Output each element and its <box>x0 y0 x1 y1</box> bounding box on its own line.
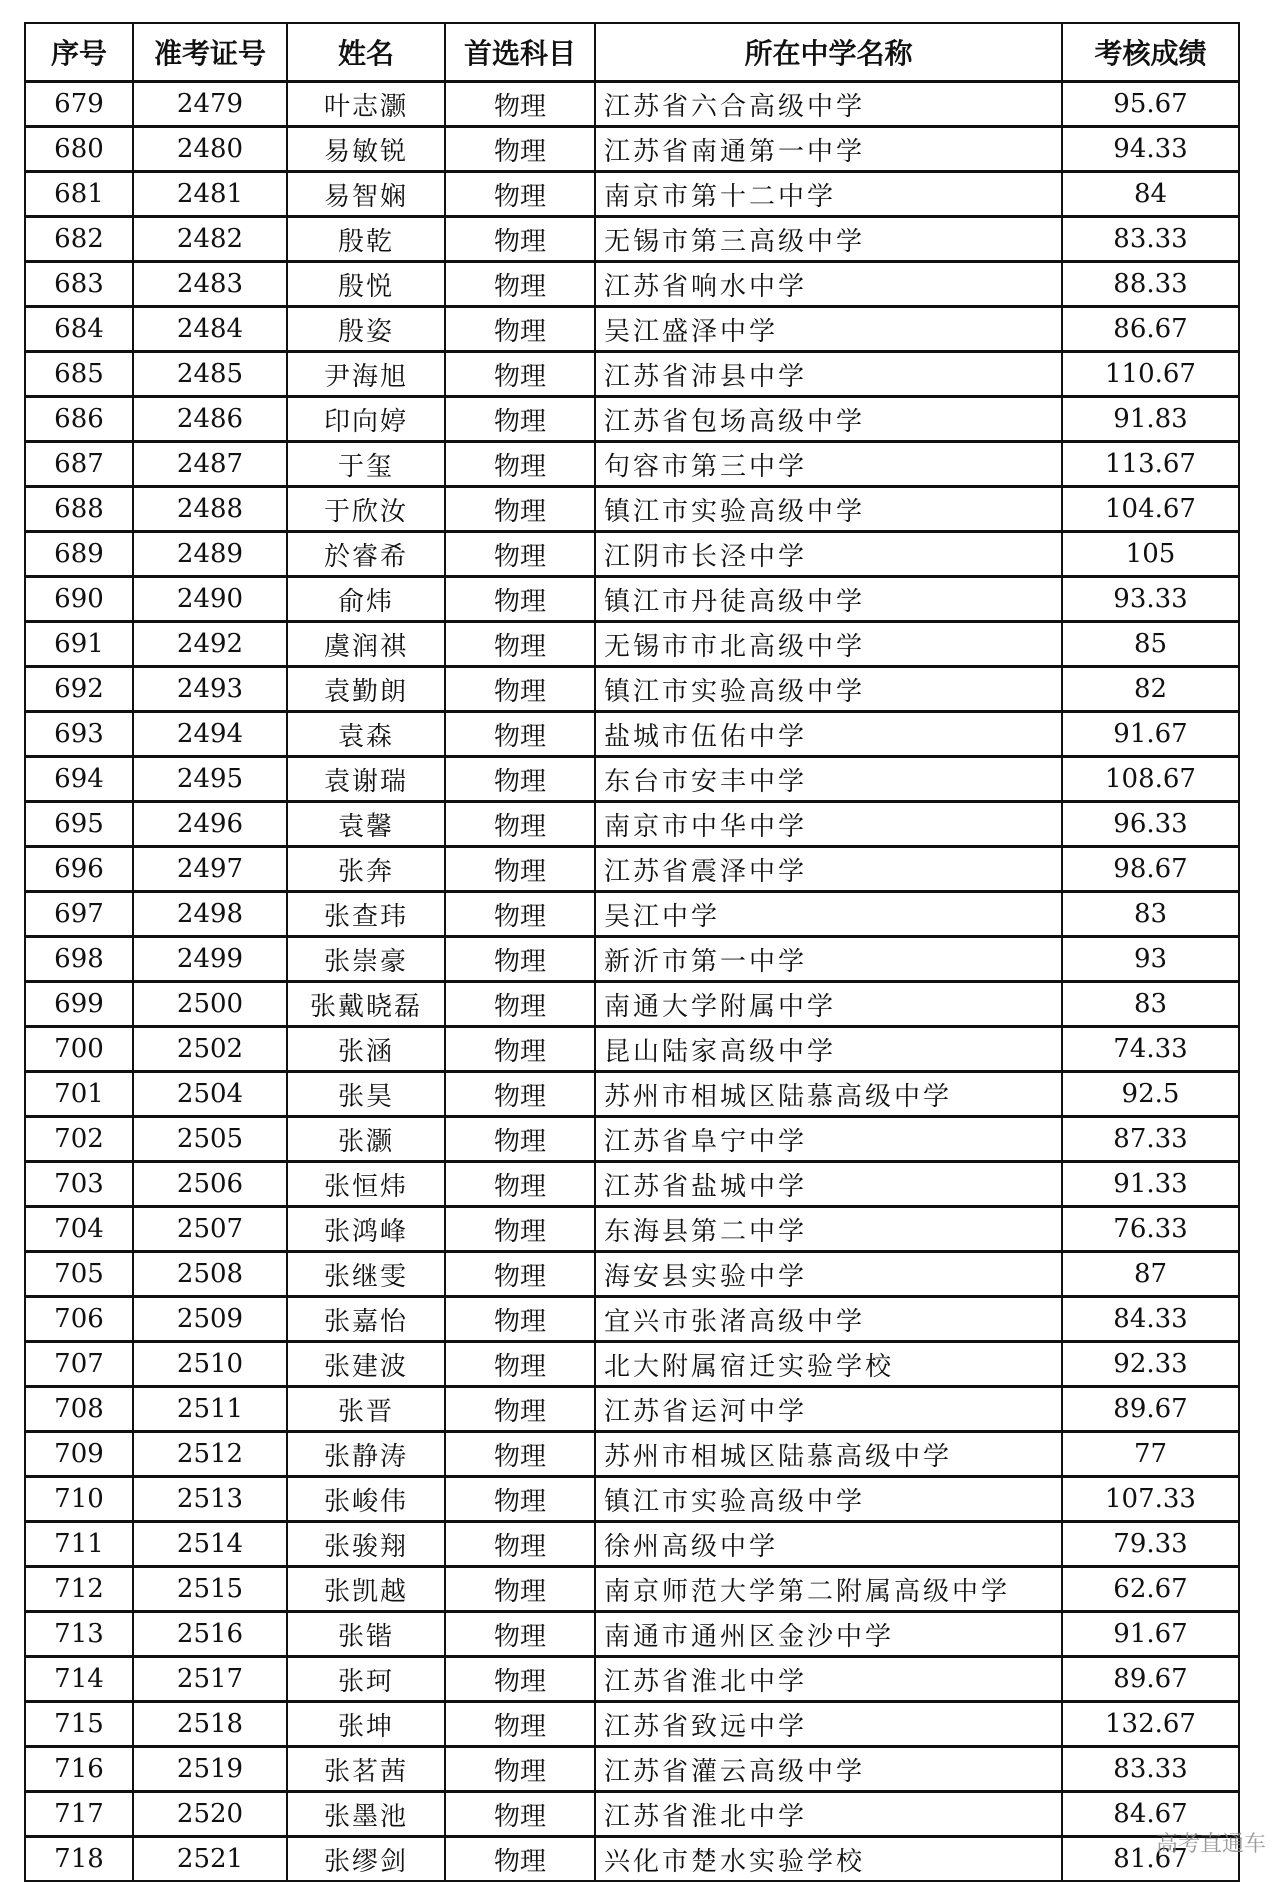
school-cell: 南京市中华中学 <box>595 802 1062 847</box>
school-cell: 东海县第二中学 <box>595 1207 1062 1252</box>
seq-cell: 687 <box>25 442 133 487</box>
results-table <box>24 22 1240 1882</box>
school-cell: 宜兴市张渚高级中学 <box>595 1297 1062 1342</box>
table-row <box>25 397 1239 442</box>
name-cell: 张鸿峰 <box>287 1207 445 1252</box>
exam-id-cell: 2513 <box>133 1477 287 1522</box>
table-row <box>25 1252 1239 1297</box>
header-seq: 序号 <box>25 23 133 82</box>
exam-id-cell: 2511 <box>133 1387 287 1432</box>
subject-cell: 物理 <box>445 802 595 847</box>
subject-cell: 物理 <box>445 442 595 487</box>
school-cell: 镇江市实验高级中学 <box>595 1477 1062 1522</box>
seq-cell: 713 <box>25 1612 133 1657</box>
school-cell: 江苏省响水中学 <box>595 262 1062 307</box>
score-cell: 62.67 <box>1062 1567 1239 1612</box>
school-cell: 苏州市相城区陆慕高级中学 <box>595 1432 1062 1477</box>
name-cell: 张建波 <box>287 1342 445 1387</box>
exam-id-cell: 2502 <box>133 1027 287 1072</box>
header-score: 考核成绩 <box>1062 23 1239 82</box>
score-cell: 105 <box>1062 532 1239 577</box>
school-cell: 苏州市相城区陆慕高级中学 <box>595 1072 1062 1117</box>
table-row <box>25 1522 1239 1567</box>
table-row <box>25 262 1239 307</box>
seq-cell: 716 <box>25 1747 133 1792</box>
exam-id-cell: 2482 <box>133 217 287 262</box>
subject-cell: 物理 <box>445 712 595 757</box>
score-cell: 83 <box>1062 892 1239 937</box>
table-row <box>25 1792 1239 1837</box>
subject-cell: 物理 <box>445 217 595 262</box>
subject-cell: 物理 <box>445 667 595 712</box>
exam-id-cell: 2493 <box>133 667 287 712</box>
name-cell: 张茗茜 <box>287 1747 445 1792</box>
score-cell: 88.33 <box>1062 262 1239 307</box>
subject-cell: 物理 <box>445 262 595 307</box>
score-cell: 93.33 <box>1062 577 1239 622</box>
subject-cell: 物理 <box>445 82 595 127</box>
exam-id-cell: 2516 <box>133 1612 287 1657</box>
score-cell: 107.33 <box>1062 1477 1239 1522</box>
score-cell: 81.67 <box>1062 1837 1239 1882</box>
subject-cell: 物理 <box>445 1162 595 1207</box>
exam-id-cell: 2499 <box>133 937 287 982</box>
subject-cell: 物理 <box>445 1297 595 1342</box>
school-cell: 江苏省淮北中学 <box>595 1792 1062 1837</box>
header-school: 所在中学名称 <box>595 23 1062 82</box>
name-cell: 於睿希 <box>287 532 445 577</box>
subject-cell: 物理 <box>445 937 595 982</box>
table-row <box>25 1837 1239 1882</box>
score-cell: 91.67 <box>1062 1612 1239 1657</box>
subject-cell: 物理 <box>445 532 595 577</box>
exam-id-cell: 2496 <box>133 802 287 847</box>
school-cell: 无锡市第三高级中学 <box>595 217 1062 262</box>
name-cell: 张锴 <box>287 1612 445 1657</box>
name-cell: 张坤 <box>287 1702 445 1747</box>
header-exam-id: 准考证号 <box>133 23 287 82</box>
school-cell: 南京师范大学第二附属高级中学 <box>595 1567 1062 1612</box>
name-cell: 张静涛 <box>287 1432 445 1477</box>
school-cell: 无锡市市北高级中学 <box>595 622 1062 667</box>
seq-cell: 688 <box>25 487 133 532</box>
name-cell: 俞炜 <box>287 577 445 622</box>
name-cell: 张继雯 <box>287 1252 445 1297</box>
table-row <box>25 1072 1239 1117</box>
exam-id-cell: 2495 <box>133 757 287 802</box>
score-cell: 84 <box>1062 172 1239 217</box>
name-cell: 殷悦 <box>287 262 445 307</box>
table-row <box>25 667 1239 712</box>
name-cell: 张戴晓磊 <box>287 982 445 1027</box>
exam-id-cell: 2519 <box>133 1747 287 1792</box>
exam-id-cell: 2500 <box>133 982 287 1027</box>
exam-id-cell: 2490 <box>133 577 287 622</box>
subject-cell: 物理 <box>445 1252 595 1297</box>
name-cell: 于欣汝 <box>287 487 445 532</box>
subject-cell: 物理 <box>445 1612 595 1657</box>
exam-id-cell: 2484 <box>133 307 287 352</box>
seq-cell: 679 <box>25 82 133 127</box>
score-cell: 84.33 <box>1062 1297 1239 1342</box>
table-row <box>25 712 1239 757</box>
school-cell: 盐城市伍佑中学 <box>595 712 1062 757</box>
table-row <box>25 172 1239 217</box>
table-row <box>25 622 1239 667</box>
seq-cell: 717 <box>25 1792 133 1837</box>
seq-cell: 700 <box>25 1027 133 1072</box>
score-cell: 79.33 <box>1062 1522 1239 1567</box>
score-cell: 76.33 <box>1062 1207 1239 1252</box>
school-cell: 江苏省包场高级中学 <box>595 397 1062 442</box>
score-cell: 95.67 <box>1062 82 1239 127</box>
table-row <box>25 1297 1239 1342</box>
subject-cell: 物理 <box>445 1702 595 1747</box>
school-cell: 镇江市实验高级中学 <box>595 667 1062 712</box>
table-row <box>25 1387 1239 1432</box>
exam-id-cell: 2488 <box>133 487 287 532</box>
score-cell: 94.33 <box>1062 127 1239 172</box>
seq-cell: 686 <box>25 397 133 442</box>
exam-id-cell: 2504 <box>133 1072 287 1117</box>
score-cell: 82 <box>1062 667 1239 712</box>
name-cell: 张灏 <box>287 1117 445 1162</box>
name-cell: 张缪剑 <box>287 1837 445 1882</box>
score-cell: 89.67 <box>1062 1387 1239 1432</box>
subject-cell: 物理 <box>445 1432 595 1477</box>
subject-cell: 物理 <box>445 127 595 172</box>
subject-cell: 物理 <box>445 1387 595 1432</box>
exam-id-cell: 2480 <box>133 127 287 172</box>
seq-cell: 703 <box>25 1162 133 1207</box>
exam-id-cell: 2507 <box>133 1207 287 1252</box>
score-cell: 83.33 <box>1062 1747 1239 1792</box>
subject-cell: 物理 <box>445 307 595 352</box>
school-cell: 江苏省南通第一中学 <box>595 127 1062 172</box>
table-row <box>25 1747 1239 1792</box>
table-row <box>25 1477 1239 1522</box>
subject-cell: 物理 <box>445 1747 595 1792</box>
school-cell: 江苏省淮北中学 <box>595 1657 1062 1702</box>
table-row <box>25 352 1239 397</box>
school-cell: 镇江市丹徒高级中学 <box>595 577 1062 622</box>
results-page <box>24 22 1238 1882</box>
header-subject: 首选科目 <box>445 23 595 82</box>
score-cell: 92.33 <box>1062 1342 1239 1387</box>
score-cell: 91.83 <box>1062 397 1239 442</box>
exam-id-cell: 2517 <box>133 1657 287 1702</box>
table-row <box>25 1342 1239 1387</box>
table-row <box>25 802 1239 847</box>
school-cell: 江苏省灌云高级中学 <box>595 1747 1062 1792</box>
seq-cell: 708 <box>25 1387 133 1432</box>
score-cell: 104.67 <box>1062 487 1239 532</box>
name-cell: 张奔 <box>287 847 445 892</box>
score-cell: 74.33 <box>1062 1027 1239 1072</box>
seq-cell: 711 <box>25 1522 133 1567</box>
seq-cell: 702 <box>25 1117 133 1162</box>
seq-cell: 694 <box>25 757 133 802</box>
seq-cell: 695 <box>25 802 133 847</box>
exam-id-cell: 2510 <box>133 1342 287 1387</box>
school-cell: 江阴市长泾中学 <box>595 532 1062 577</box>
table-header-row <box>25 23 1239 82</box>
name-cell: 张恒炜 <box>287 1162 445 1207</box>
subject-cell: 物理 <box>445 892 595 937</box>
school-cell: 北大附属宿迁实验学校 <box>595 1342 1062 1387</box>
score-cell: 89.67 <box>1062 1657 1239 1702</box>
exam-id-cell: 2508 <box>133 1252 287 1297</box>
score-cell: 93 <box>1062 937 1239 982</box>
name-cell: 张崇豪 <box>287 937 445 982</box>
exam-id-cell: 2492 <box>133 622 287 667</box>
table-row <box>25 82 1239 127</box>
seq-cell: 680 <box>25 127 133 172</box>
subject-cell: 物理 <box>445 577 595 622</box>
school-cell: 昆山陆家高级中学 <box>595 1027 1062 1072</box>
seq-cell: 699 <box>25 982 133 1027</box>
name-cell: 袁勤朗 <box>287 667 445 712</box>
score-cell: 108.67 <box>1062 757 1239 802</box>
score-cell: 87 <box>1062 1252 1239 1297</box>
seq-cell: 692 <box>25 667 133 712</box>
score-cell: 113.67 <box>1062 442 1239 487</box>
table-row <box>25 307 1239 352</box>
exam-id-cell: 2479 <box>133 82 287 127</box>
seq-cell: 704 <box>25 1207 133 1252</box>
seq-cell: 718 <box>25 1837 133 1882</box>
school-cell: 东台市安丰中学 <box>595 757 1062 802</box>
subject-cell: 物理 <box>445 487 595 532</box>
seq-cell: 690 <box>25 577 133 622</box>
subject-cell: 物理 <box>445 1342 595 1387</box>
table-row <box>25 127 1239 172</box>
subject-cell: 物理 <box>445 1837 595 1882</box>
name-cell: 易智娴 <box>287 172 445 217</box>
table-row <box>25 577 1239 622</box>
seq-cell: 714 <box>25 1657 133 1702</box>
seq-cell: 684 <box>25 307 133 352</box>
table-row <box>25 937 1239 982</box>
name-cell: 袁谢瑞 <box>287 757 445 802</box>
subject-cell: 物理 <box>445 847 595 892</box>
school-cell: 句容市第三中学 <box>595 442 1062 487</box>
seq-cell: 696 <box>25 847 133 892</box>
seq-cell: 710 <box>25 1477 133 1522</box>
seq-cell: 705 <box>25 1252 133 1297</box>
score-cell: 91.33 <box>1062 1162 1239 1207</box>
exam-id-cell: 2520 <box>133 1792 287 1837</box>
school-cell: 江苏省运河中学 <box>595 1387 1062 1432</box>
exam-id-cell: 2494 <box>133 712 287 757</box>
exam-id-cell: 2506 <box>133 1162 287 1207</box>
table-row <box>25 1207 1239 1252</box>
score-cell: 84.67 <box>1062 1792 1239 1837</box>
seq-cell: 697 <box>25 892 133 937</box>
name-cell: 张涵 <box>287 1027 445 1072</box>
score-cell: 96.33 <box>1062 802 1239 847</box>
name-cell: 张嘉怡 <box>287 1297 445 1342</box>
score-cell: 110.67 <box>1062 352 1239 397</box>
table-body <box>25 82 1239 1882</box>
name-cell: 尹海旭 <box>287 352 445 397</box>
exam-id-cell: 2498 <box>133 892 287 937</box>
name-cell: 殷乾 <box>287 217 445 262</box>
exam-id-cell: 2485 <box>133 352 287 397</box>
watermark: 高考直通车 <box>1155 1832 1266 1857</box>
exam-id-cell: 2509 <box>133 1297 287 1342</box>
header-name: 姓名 <box>287 23 445 82</box>
name-cell: 张峻伟 <box>287 1477 445 1522</box>
table-row <box>25 847 1239 892</box>
name-cell: 张昊 <box>287 1072 445 1117</box>
school-cell: 南通大学附属中学 <box>595 982 1062 1027</box>
subject-cell: 物理 <box>445 1567 595 1612</box>
school-cell: 徐州高级中学 <box>595 1522 1062 1567</box>
subject-cell: 物理 <box>445 172 595 217</box>
subject-cell: 物理 <box>445 982 595 1027</box>
subject-cell: 物理 <box>445 352 595 397</box>
table-row <box>25 1657 1239 1702</box>
table-row <box>25 1612 1239 1657</box>
exam-id-cell: 2514 <box>133 1522 287 1567</box>
exam-id-cell: 2486 <box>133 397 287 442</box>
school-cell: 江苏省阜宁中学 <box>595 1117 1062 1162</box>
name-cell: 殷姿 <box>287 307 445 352</box>
exam-id-cell: 2521 <box>133 1837 287 1882</box>
school-cell: 海安县实验中学 <box>595 1252 1062 1297</box>
subject-cell: 物理 <box>445 757 595 802</box>
school-cell: 兴化市楚水实验学校 <box>595 1837 1062 1882</box>
name-cell: 张凯越 <box>287 1567 445 1612</box>
table-row <box>25 1117 1239 1162</box>
school-cell: 吴江中学 <box>595 892 1062 937</box>
seq-cell: 698 <box>25 937 133 982</box>
table-row <box>25 487 1239 532</box>
score-cell: 98.67 <box>1062 847 1239 892</box>
school-cell: 吴江盛泽中学 <box>595 307 1062 352</box>
school-cell: 江苏省沛县中学 <box>595 352 1062 397</box>
seq-cell: 681 <box>25 172 133 217</box>
score-cell: 87.33 <box>1062 1117 1239 1162</box>
seq-cell: 685 <box>25 352 133 397</box>
score-cell: 85 <box>1062 622 1239 667</box>
school-cell: 镇江市实验高级中学 <box>595 487 1062 532</box>
exam-id-cell: 2518 <box>133 1702 287 1747</box>
table-row <box>25 1567 1239 1612</box>
score-cell: 83 <box>1062 982 1239 1027</box>
school-cell: 江苏省盐城中学 <box>595 1162 1062 1207</box>
seq-cell: 709 <box>25 1432 133 1477</box>
exam-id-cell: 2483 <box>133 262 287 307</box>
table-row <box>25 892 1239 937</box>
school-cell: 江苏省致远中学 <box>595 1702 1062 1747</box>
subject-cell: 物理 <box>445 1792 595 1837</box>
school-cell: 南京市第十二中学 <box>595 172 1062 217</box>
exam-id-cell: 2505 <box>133 1117 287 1162</box>
school-cell: 江苏省六合高级中学 <box>595 82 1062 127</box>
seq-cell: 693 <box>25 712 133 757</box>
subject-cell: 物理 <box>445 1072 595 1117</box>
school-cell: 南通市通州区金沙中学 <box>595 1612 1062 1657</box>
table-row <box>25 1702 1239 1747</box>
score-cell: 86.67 <box>1062 307 1239 352</box>
exam-id-cell: 2481 <box>133 172 287 217</box>
table-row <box>25 1432 1239 1477</box>
exam-id-cell: 2487 <box>133 442 287 487</box>
table-row <box>25 442 1239 487</box>
table-row <box>25 982 1239 1027</box>
exam-id-cell: 2489 <box>133 532 287 577</box>
subject-cell: 物理 <box>445 1117 595 1162</box>
seq-cell: 707 <box>25 1342 133 1387</box>
seq-cell: 683 <box>25 262 133 307</box>
name-cell: 张查玮 <box>287 892 445 937</box>
name-cell: 叶志灏 <box>287 82 445 127</box>
name-cell: 张珂 <box>287 1657 445 1702</box>
table-row <box>25 217 1239 262</box>
subject-cell: 物理 <box>445 1207 595 1252</box>
seq-cell: 701 <box>25 1072 133 1117</box>
seq-cell: 691 <box>25 622 133 667</box>
table-row <box>25 757 1239 802</box>
subject-cell: 物理 <box>445 1522 595 1567</box>
exam-id-cell: 2512 <box>133 1432 287 1477</box>
seq-cell: 706 <box>25 1297 133 1342</box>
subject-cell: 物理 <box>445 1477 595 1522</box>
seq-cell: 689 <box>25 532 133 577</box>
table-row <box>25 532 1239 577</box>
name-cell: 易敏锐 <box>287 127 445 172</box>
name-cell: 于玺 <box>287 442 445 487</box>
subject-cell: 物理 <box>445 1027 595 1072</box>
name-cell: 虞润祺 <box>287 622 445 667</box>
table-row <box>25 1162 1239 1207</box>
score-cell: 92.5 <box>1062 1072 1239 1117</box>
exam-id-cell: 2497 <box>133 847 287 892</box>
seq-cell: 715 <box>25 1702 133 1747</box>
name-cell: 袁馨 <box>287 802 445 847</box>
score-cell: 91.67 <box>1062 712 1239 757</box>
name-cell: 张晋 <box>287 1387 445 1432</box>
table-row <box>25 1027 1239 1072</box>
score-cell: 83.33 <box>1062 217 1239 262</box>
school-cell: 新沂市第一中学 <box>595 937 1062 982</box>
name-cell: 张骏翔 <box>287 1522 445 1567</box>
score-cell: 132.67 <box>1062 1702 1239 1747</box>
subject-cell: 物理 <box>445 622 595 667</box>
seq-cell: 682 <box>25 217 133 262</box>
exam-id-cell: 2515 <box>133 1567 287 1612</box>
name-cell: 印向婷 <box>287 397 445 442</box>
school-cell: 江苏省震泽中学 <box>595 847 1062 892</box>
subject-cell: 物理 <box>445 1657 595 1702</box>
seq-cell: 712 <box>25 1567 133 1612</box>
subject-cell: 物理 <box>445 397 595 442</box>
name-cell: 袁森 <box>287 712 445 757</box>
name-cell: 张墨池 <box>287 1792 445 1837</box>
score-cell: 77 <box>1062 1432 1239 1477</box>
